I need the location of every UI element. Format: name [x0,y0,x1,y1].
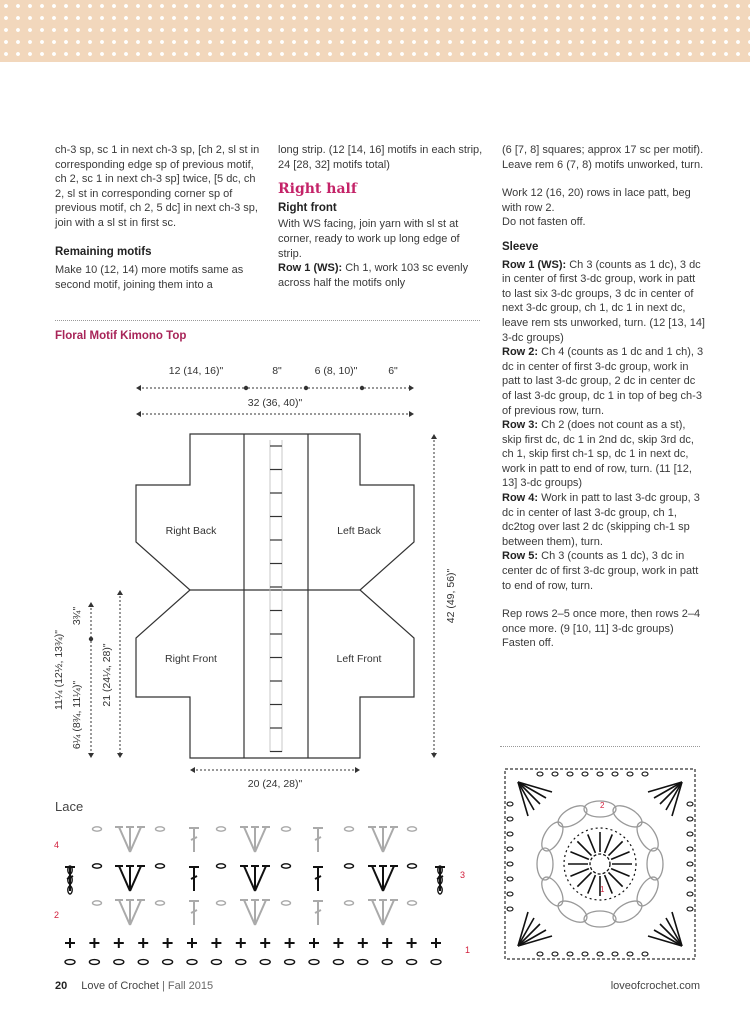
edge-chain-symbol [507,832,513,836]
chain-symbol [282,827,291,831]
garment-schematic [0,350,480,800]
chain-symbol [345,827,354,831]
chain-symbol [382,960,392,965]
dc-spoke [611,852,629,860]
paragraph: Fasten off. [502,637,554,650]
sc-symbol [211,938,221,948]
sc-symbol [65,938,75,948]
edge-chain-symbol [507,892,513,896]
sc-symbol [407,938,417,948]
dc-group-symbol [240,866,270,891]
chain-symbol [156,901,165,905]
chain-symbol [217,864,226,868]
corner-fan-symbol [518,912,552,946]
sc-symbol [285,938,295,948]
paragraph: long strip. (12 [14, 16] motifs in each strip, 24 [28, 32] motifs total) [278,144,483,171]
petal-symbol [537,848,553,880]
dim-left-inner-top: 3¾" [71,606,83,626]
dim-length: 42 (49, 56)" [445,568,457,624]
chain-symbol [282,901,291,905]
section-heading: Remaining motifs [55,245,152,258]
dim-left-inner-bottom: 6¼ (8¾, 11¼)" [71,680,83,750]
chain-symbol [345,864,354,868]
paragraph: (6 [7, 8] squares; approx 17 sc per motif). Leave rem 6 (7, 8) motifs unworked, turn. [502,144,704,171]
edge-chain-symbol [687,862,693,866]
chain-symbol [407,960,417,965]
section-title: Right half [278,181,357,198]
dc-group-symbol [240,827,270,852]
instruction-row [502,418,707,491]
sc-symbol [89,938,99,948]
chain-symbol [260,960,270,965]
edge-chain-symbol [687,817,693,821]
sc-symbol [260,938,270,948]
edge-chain-symbol [552,952,558,956]
chain-symbol [211,960,221,965]
dc-spoke [608,872,622,886]
chain-symbol [408,827,417,831]
sc-symbol [358,938,368,948]
text-column-3 [502,143,707,651]
dc-spoke [577,841,591,855]
chain-symbol [408,864,417,868]
paragraph: Make 10 (12, 14) more motifs same as second motif, joining them into a [55,264,244,291]
edge-chain-symbol [642,952,648,956]
chain-symbol [282,864,291,868]
chain-symbol [236,960,246,965]
label-left-front: Left Front [336,653,382,665]
website-link[interactable]: loveofcrochet.com [610,980,700,992]
dc-spoke [608,841,622,855]
instruction-row [278,261,483,290]
edge-chain-symbol [687,892,693,896]
petal-symbol [584,911,616,927]
edge-chain-symbol [552,772,558,776]
dc-symbol [313,901,323,925]
motif-dividers [270,446,282,752]
edge-chain-symbol [507,847,513,851]
edge-chain-symbol [597,952,603,956]
dim-width: 32 (36, 40)" [247,397,303,409]
edge-chain-symbol [582,952,588,956]
edge-chain-symbol [627,772,633,776]
schematic-title: Floral Motif Kimono Top [55,330,187,342]
instruction-row [502,345,707,418]
row-label: Row 4: [502,492,539,505]
edge-chain-symbol [507,862,513,866]
chain-symbol [358,960,368,965]
page-footer [55,980,213,992]
row-label: Row 1 (WS): [278,262,343,275]
sc-symbol [163,938,173,948]
chain-symbol [345,901,354,905]
chain-symbol [309,960,319,965]
dim-left-mid: 21 (24¼, 28)" [101,643,113,707]
chain-symbol [333,960,343,965]
row-number: 1 [465,945,471,955]
dc-symbol [189,867,199,891]
petal-symbol [647,848,663,880]
dc-group-symbol [115,900,145,925]
instruction-row [502,549,707,593]
dc-spoke [605,875,613,893]
edge-chain-symbol [687,802,693,806]
dc-spoke [605,834,613,852]
row-number: 3 [460,870,466,880]
sc-symbol [431,938,441,948]
edge-chain-symbol [687,907,693,911]
dc-group-symbol [115,827,145,852]
center-ring [590,854,610,874]
paragraph: Rep rows 2–5 once more, then rows 2–4 once more. (9 [10, 11] 3-dc groups) [502,608,701,635]
chain-symbol [217,827,226,831]
chain-symbol [93,864,102,868]
row-text: Ch 2 (does not count as a st), skip first dc, dc 1 in 2nd dc, skip 3rd dc, ch 1, skip first ch-1 sp, dc 1 in next dc, work in patt to end of row, turn. (11 [12, 13] 3-dc groups) [502,419,694,490]
sc-symbol [309,938,319,948]
chain-symbol [163,960,173,965]
dim-top-side: 6 (8, 10)" [314,365,358,377]
edge-chain-symbol [627,952,633,956]
dc-symbol [189,901,199,925]
page-number: 20 [55,980,68,992]
dotted-divider [500,746,700,747]
dc-spoke [577,872,591,886]
edge-chain-symbol [537,772,543,776]
edge-chain-symbol [597,772,603,776]
label-left-back: Left Back [337,525,381,537]
dim-left-outer: 11¼ (12½, 13¾)" [53,629,65,711]
edge-chain-symbol [687,832,693,836]
row-text: Ch 1, work 103 sc evenly across half the motifs only [278,262,469,289]
decorative-dotted-band [0,0,750,62]
round-number: 1 [600,885,605,894]
corner-fan-symbol [648,782,682,816]
lace-chart-title: Lace [55,799,84,814]
dc-symbol [435,867,445,891]
corner-fan-symbol [648,912,682,946]
chain-symbol [93,901,102,905]
row-text: Ch 3 (counts as 1 dc), 3 dc in center dc of first 3-dc group, work in patt to end of row, turn. [502,550,699,592]
sc-symbol [236,938,246,948]
edge-chain-symbol [567,952,573,956]
edge-chain-symbol [612,772,618,776]
row-label: Row 5: [502,550,539,563]
section-heading: Sleeve [502,240,539,253]
dc-spoke [611,869,629,877]
round-number: 2 [600,801,605,810]
dc-spoke [588,834,596,852]
row-label: Row 3: [502,419,539,432]
chain-symbol [93,827,102,831]
dc-group-symbol [368,866,398,891]
sc-symbol [114,938,124,948]
dc-symbol [189,828,199,852]
dc-group-symbol [240,900,270,925]
edge-chain-symbol [507,907,513,911]
publication-name: Love of Crochet [81,980,159,992]
dc-symbol [313,828,323,852]
edge-chain-symbol [507,877,513,881]
dim-bottom: 20 (24, 28)" [247,778,303,790]
corner-fan-symbol [518,782,552,816]
edge-chain-symbol [507,802,513,806]
paragraph: Do not fasten off. [502,216,586,229]
chain-symbol [187,960,197,965]
dc-group-symbol [368,827,398,852]
edge-chain-symbol [582,772,588,776]
dc-group-symbol [115,866,145,891]
chain-symbol [217,901,226,905]
dc-spoke [570,852,588,860]
chain-symbol [408,901,417,905]
paragraph: Work 12 (16, 20) rows in lace patt, beg with row 2. [502,187,691,214]
dim-top-sleeve: 12 (14, 16)" [168,365,224,377]
paragraph: With WS facing, join yarn with sl st at corner, ready to work up long edge of strip. [278,218,460,260]
dc-spoke [588,875,596,893]
row-text: Ch 3 (counts as 1 dc), 3 dc in center of first 3-dc group, work in patt to last six 3-dc groups, 3 dc in center of next 3-dc group, ch 1, dc 1 in next dc, leave rem sts unworked, turn. (12 [13, 14] 3-dc groups) [502,258,705,344]
row-text: Ch 4 (counts as 1 dc and 1 ch), 3 dc in center of first 3-dc group, work in patt to last 3-dc group, 2 dc in center dc of last 3-dc group, dc 1 in top of beg ch-3 of previous row, turn. [502,346,704,417]
row-number: 4 [54,840,60,850]
row-label: Row 2: [502,346,539,359]
dotted-divider [55,320,480,321]
edge-chain-symbol [642,772,648,776]
chain-symbol [156,827,165,831]
dc-spoke [570,869,588,877]
subsection-heading: Right front [278,201,337,214]
sc-symbol [138,938,148,948]
dim-top-strip: 8" [272,365,282,377]
chain-symbol [89,960,99,965]
sc-symbol [187,938,197,948]
chain-symbol [114,960,124,965]
dc-symbol [313,867,323,891]
row-label: Row 1 (WS): [502,258,567,271]
edge-chain-symbol [687,877,693,881]
sc-symbol [382,938,392,948]
sc-symbol [333,938,343,948]
text-column-2 [278,143,483,290]
issue-label: | Fall 2015 [158,980,214,992]
dim-top-edge: 6" [388,365,398,377]
edge-chain-symbol [612,952,618,956]
row-text: Work in patt to last 3-dc group, 3 dc in center of last 3-dc group, ch 1, dc2tog over last 2 dc (skipping ch-1 sp between them), turn. [502,492,700,548]
edge-chain-symbol [507,817,513,821]
chain-symbol [65,960,75,965]
chain-symbol [156,864,165,868]
garment-outline [136,434,414,758]
instruction-row [502,258,707,346]
dc-symbol [65,867,75,891]
chain-symbol [431,960,441,965]
edge-chain-symbol [537,952,543,956]
paragraph: ch-3 sp, sc 1 in next ch-3 sp, [ch 2, sl st in corresponding edge sp of previous motif, ch 2, sc 1 in next ch-3 sp] twice, [5 dc, ch 2, sl st in corresponding corner sp of previous motif, ch 2, 5 dc] in next ch-3 sp, join with a sl st in first sc. [55,144,260,229]
chain-symbol [285,960,295,965]
instruction-row [502,491,707,549]
label-right-front: Right Front [165,653,217,665]
label-right-back: Right Back [165,525,217,537]
lace-stitch-chart [0,815,480,975]
dc-group-symbol [368,900,398,925]
edge-chain-symbol [687,847,693,851]
motif-stitch-chart [500,764,700,964]
row-number: 2 [54,910,60,920]
chain-symbol [138,960,148,965]
text-column-1 [55,143,260,292]
edge-chain-symbol [567,772,573,776]
